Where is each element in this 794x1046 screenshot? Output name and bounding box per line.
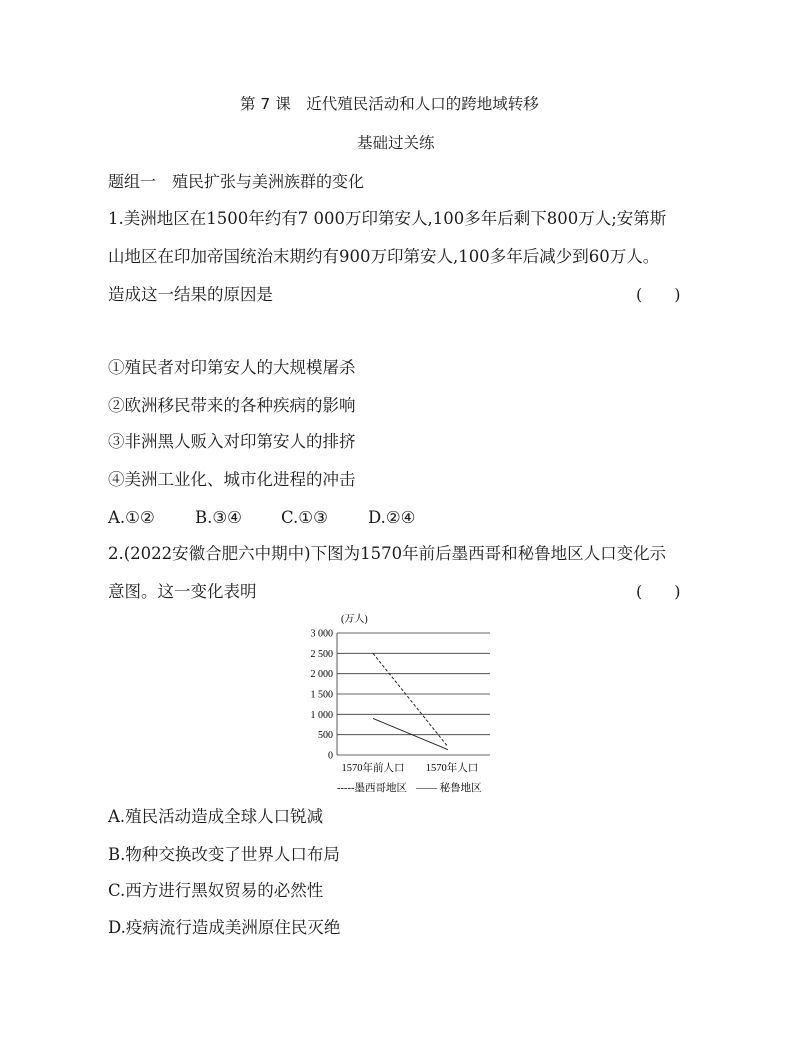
y-axis-label: (万人) (341, 614, 368, 625)
q2-option-c: C.西方进行黑奴贸易的必然性 (108, 881, 324, 900)
series-line-peru (373, 718, 448, 749)
question-1-line-2: 山地区在印加帝国统治末期约有900万印第安人,100多年后减少到60万人。 (108, 247, 660, 266)
x-category-label: 1570年前人口 (341, 763, 405, 774)
q2-option-a: A.殖民活动造成全球人口锐减 (108, 807, 324, 826)
q1-option-c: C.①③ (281, 508, 328, 527)
series-line-mexico (373, 653, 448, 747)
question-2-line-1: 2.(2022安徽合肥六中期中)下图为1570年前后墨西哥和秘鲁地区人口变化示 (108, 544, 667, 563)
question-1-line-3: 造成这一结果的原因是 (108, 285, 273, 304)
statement-2: ②欧洲移民带来的各种疾病的影响 (108, 396, 356, 415)
question-2-answer-blank: ( ) (636, 582, 681, 601)
y-tick-label: 0 (328, 750, 333, 762)
y-tick-label: 1 500 (310, 689, 333, 701)
section-title: 基础过关练 (357, 134, 435, 152)
question-1-line-1: 1.美洲地区在1500年约有7 000万印第安人,100多年后剩下800万人;安第斯 (108, 209, 667, 228)
statement-4: ④美洲工业化、城市化进程的冲击 (108, 470, 356, 489)
question-group-title: 题组一 殖民扩张与美洲族群的变化 (108, 172, 365, 191)
y-tick-label: 500 (318, 730, 333, 742)
x-category-label: 1570年人口 (425, 763, 479, 774)
legend-mexico: -----墨西哥地区 (337, 783, 407, 794)
statement-3: ③非洲黑人贩入对印第安人的排挤 (108, 432, 356, 451)
y-tick-label: 3 000 (310, 628, 333, 640)
y-tick-label: 1 000 (310, 709, 333, 721)
q1-option-a: A.①② (108, 508, 155, 527)
lesson-title: 第 7 课 近代殖民活动和人口的跨地域转移 (240, 95, 539, 113)
q1-option-b: B.③④ (195, 508, 242, 527)
y-tick-label: 2 500 (310, 648, 333, 660)
y-tick-label: 2 000 (310, 669, 333, 681)
population-change-chart (295, 610, 505, 800)
question-2-line-2: 意图。这一变化表明 (108, 582, 257, 601)
statement-1: ①殖民者对印第安人的大规模屠杀 (108, 358, 356, 377)
question-1-answer-blank: ( ) (636, 285, 681, 304)
q1-option-d: D.②④ (368, 508, 416, 527)
legend-peru: —— 秘鲁地区 (416, 783, 482, 794)
q2-option-b: B.物种交换改变了世界人口布局 (108, 845, 340, 864)
q2-option-d: D.疫病流行造成美洲原住民灭绝 (108, 918, 341, 937)
